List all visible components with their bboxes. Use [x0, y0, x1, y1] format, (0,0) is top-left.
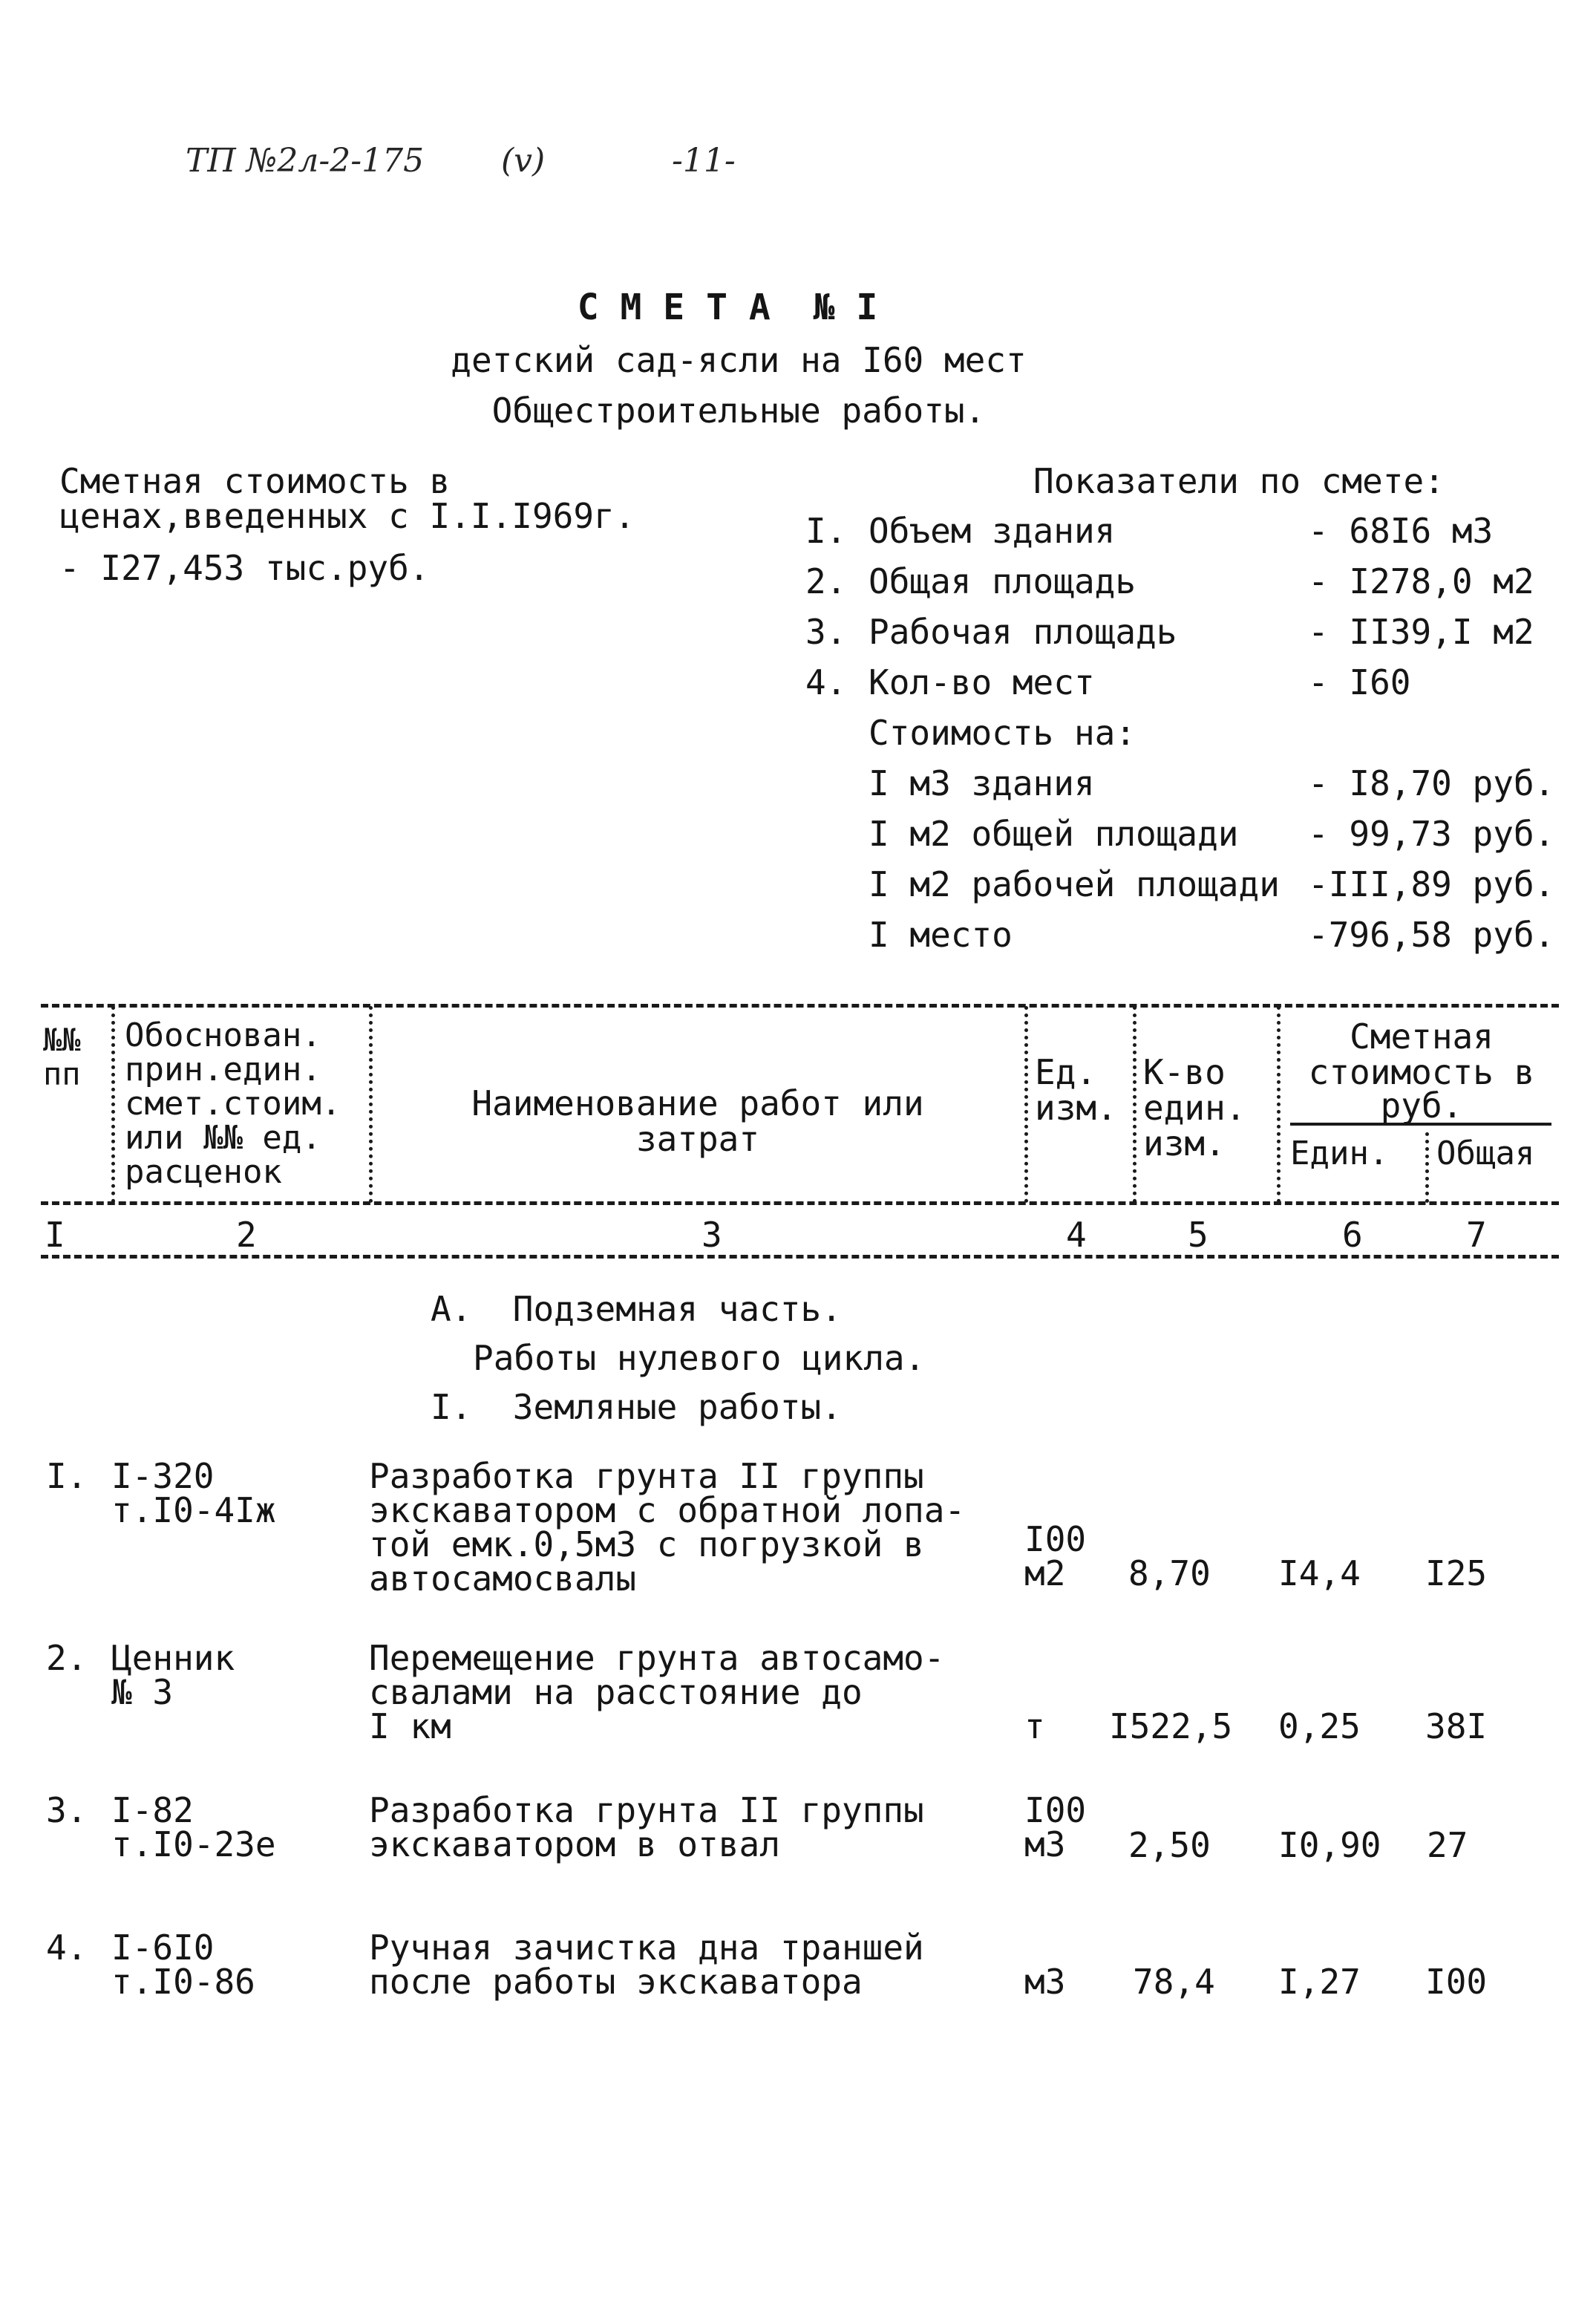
column-divider [111, 1006, 115, 1203]
cost-label: Сметная стоимость в [59, 461, 451, 501]
table-number-rule [41, 1255, 1559, 1259]
header-basis: Обоснован. прин.един. смет.стоим. или №№ ед. расценок [125, 1016, 341, 1191]
indicator-label: Объем здания [869, 511, 1116, 551]
estimate-heading: С М Е Т А № I [577, 287, 878, 328]
indicator-label: Рабочая площадь [869, 612, 1177, 652]
cost-per-label: I место [869, 915, 1013, 955]
row-number: I. [46, 1456, 88, 1496]
cost-value: - I27,453 тыс.руб. [59, 548, 430, 588]
row-unit-cost: I0,90 [1278, 1825, 1381, 1865]
header-quantity: К-во един. изм. [1143, 1052, 1246, 1163]
row-total-cost: I00 [1425, 1962, 1488, 2002]
column-number: 6 [1342, 1215, 1363, 1255]
cost-per-label: I м3 здания [869, 763, 1095, 803]
section-heading: I. Земляные работы. [431, 1387, 842, 1427]
column-divider [1133, 1006, 1137, 1203]
cost-per-value: - I8,70 руб. [1308, 763, 1555, 803]
cost-per-label: I м2 общей площади [869, 814, 1239, 854]
row-unit: I00 м3 [1024, 1790, 1087, 1864]
column-divider [1024, 1006, 1028, 1203]
column-number: 7 [1466, 1215, 1487, 1255]
table-header-rule [41, 1201, 1559, 1205]
cost-per-header: Стоимость на: [869, 713, 1137, 753]
row-work-name: Разработка грунта II группы экскаватором в отвал [369, 1790, 924, 1864]
cost-price-basis: ценах,введенных с I.I.I969г. [59, 496, 635, 536]
header-currency: руб. [1380, 1086, 1463, 1126]
indicator-label: Общая площадь [869, 561, 1137, 601]
row-work-name: Разработка грунта II группы экскаватором с обратной лопа- той емк.0,5м3 с погрузкой в автосамосвалы [369, 1456, 966, 1599]
header-unit: Ед. изм. [1035, 1052, 1117, 1128]
row-unit: т [1024, 1706, 1045, 1746]
table-top-rule [41, 1004, 1559, 1008]
cost-per-label: I м2 рабочей площади [869, 864, 1280, 904]
row-unit: I00 м2 [1024, 1519, 1087, 1593]
column-number: 2 [236, 1215, 257, 1255]
section-heading: А. Подземная часть. [431, 1289, 842, 1329]
section-heading: Работы нулевого цикла. [473, 1338, 926, 1378]
header-estimated-cost: Сметная стоимость в [1308, 1016, 1535, 1092]
column-divider [369, 1006, 373, 1203]
cost-per-value: - 99,73 руб. [1308, 814, 1555, 854]
indicator-num: I. [805, 511, 847, 551]
row-work-name: Перемещение грунта автосамо- свалами на расстояние до I км [369, 1638, 945, 1746]
row-basis: I-82 т.I0-23е [111, 1790, 276, 1864]
header-total-cost: Общая [1436, 1135, 1535, 1172]
indicator-num: 4. [805, 662, 847, 702]
row-unit-cost: I4,4 [1278, 1553, 1361, 1593]
indicator-value: - I278,0 м2 [1308, 561, 1534, 601]
indicator-value: - 68I6 м3 [1308, 511, 1494, 551]
row-number: 3. [46, 1790, 88, 1830]
indicator-num: 2. [805, 561, 847, 601]
page-number: -11- [672, 142, 736, 180]
column-number: 3 [701, 1215, 722, 1255]
row-total-cost: 27 [1427, 1825, 1468, 1865]
row-quantity: I522,5 [1109, 1706, 1233, 1746]
row-basis: Ценник № 3 [111, 1638, 235, 1712]
header-unit-cost: Един. [1290, 1135, 1389, 1172]
row-total-cost: 38I [1425, 1706, 1488, 1746]
header-work-name: Наименование работ или затрат [471, 1083, 924, 1159]
row-number: 4. [46, 1928, 88, 1968]
row-quantity: 78,4 [1133, 1962, 1215, 2002]
column-divider [1277, 1006, 1281, 1203]
cost-per-value: -III,89 руб. [1308, 864, 1555, 904]
indicators-header: Показатели по смете: [1033, 461, 1445, 501]
header-row-number: №№ пп [43, 1022, 81, 1092]
estimate-subject: детский сад-ясли на I60 мест [451, 340, 1027, 380]
column-number: I [45, 1215, 65, 1255]
row-basis: I-320 т.I0-4Iж [111, 1456, 276, 1530]
row-unit-cost: 0,25 [1278, 1706, 1361, 1746]
document-code: ТП №2л-2-175 [186, 142, 425, 180]
indicator-value: - II39,I м2 [1308, 612, 1534, 652]
indicator-label: Кол-во мест [869, 662, 1095, 702]
row-total-cost: I25 [1425, 1553, 1488, 1593]
column-number: 5 [1188, 1215, 1209, 1255]
column-number: 4 [1066, 1215, 1087, 1255]
row-unit: м3 [1024, 1962, 1066, 2002]
indicator-value: - I60 [1308, 662, 1411, 702]
row-quantity: 2,50 [1128, 1825, 1211, 1865]
column-divider [1425, 1132, 1429, 1203]
row-basis: I-6I0 т.I0-86 [111, 1928, 255, 2002]
row-number: 2. [46, 1638, 88, 1678]
row-work-name: Ручная зачистка дна траншей после работы экскаватора [369, 1928, 924, 2002]
row-quantity: 8,70 [1128, 1553, 1211, 1593]
version-mark: (v) [501, 142, 546, 180]
estimate-work-type: Общестроительные работы. [491, 391, 986, 431]
row-unit-cost: I,27 [1278, 1962, 1361, 2002]
indicator-num: 3. [805, 612, 847, 652]
cost-per-value: -796,58 руб. [1308, 915, 1555, 955]
